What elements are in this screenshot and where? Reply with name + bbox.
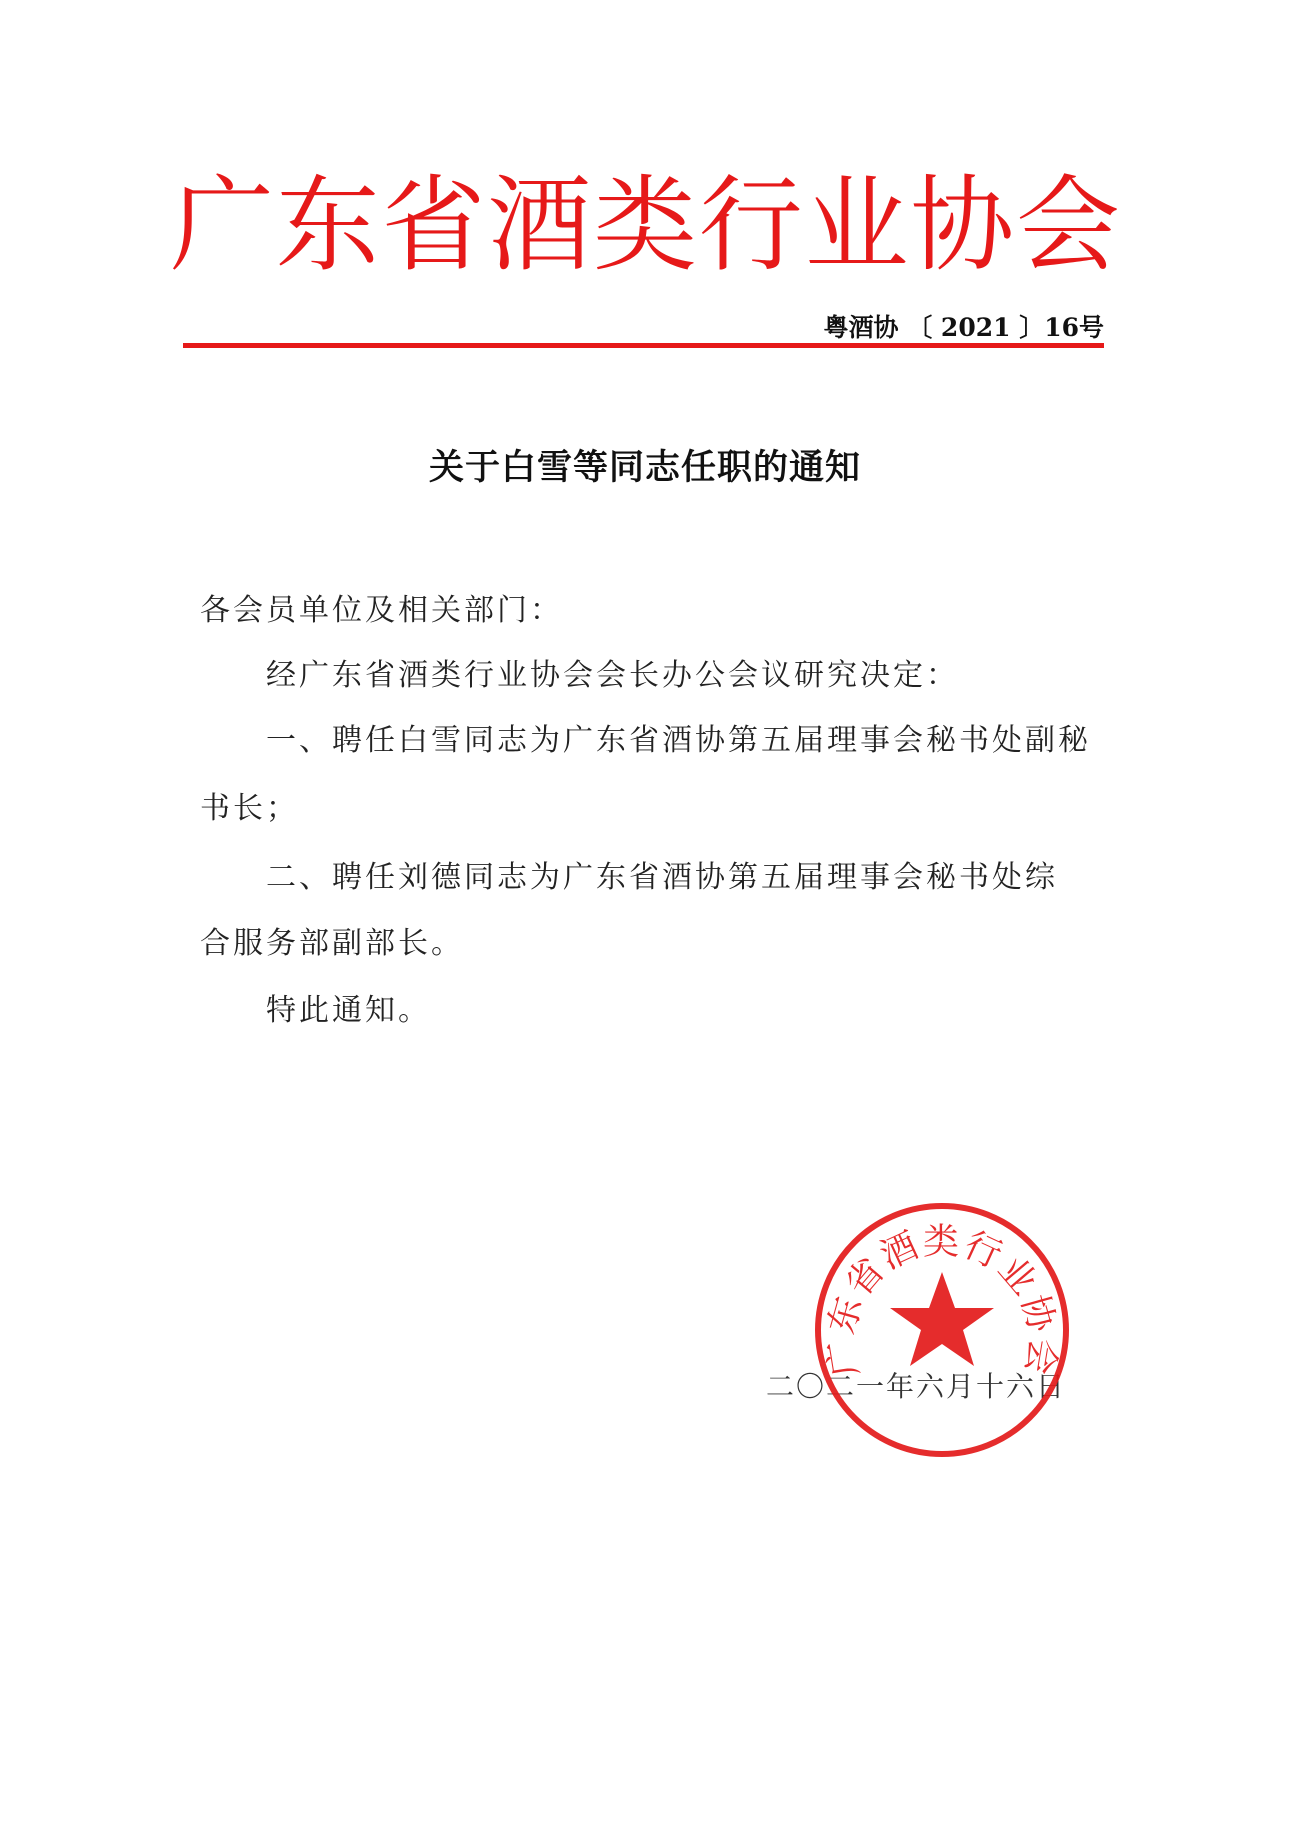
seal-star-icon xyxy=(890,1272,994,1366)
seal-text: 广东省酒类行业协会 xyxy=(820,1221,1064,1380)
notice-title: 关于白雪等同志任职的通知 xyxy=(428,447,861,488)
item-one-line-one: 一、聘任白雪同志为广东省酒协第五届理事会秘书处副秘 xyxy=(266,723,1091,758)
item-one-line-two: 书长； xyxy=(200,791,299,826)
official-seal xyxy=(812,1200,1072,1460)
salutation: 各会员单位及相关部门： xyxy=(200,593,563,628)
org-header-title: 广东省酒类行业协会 xyxy=(170,164,1120,286)
item-two-line-one: 二、聘任刘德同志为广东省酒协第五届理事会秘书处综 xyxy=(266,860,1058,895)
closing-remark: 特此通知。 xyxy=(266,993,431,1028)
item-two-line-two: 合服务部副部长。 xyxy=(200,926,464,961)
intro-paragraph: 经广东省酒类行业协会会长办公会议研究决定： xyxy=(266,658,959,693)
issue-date: 二〇二一年六月十六日 xyxy=(766,1370,1067,1403)
header-red-rule xyxy=(183,343,1104,348)
document-number: 粤酒协 〔 2021 〕16号 xyxy=(823,313,1104,342)
